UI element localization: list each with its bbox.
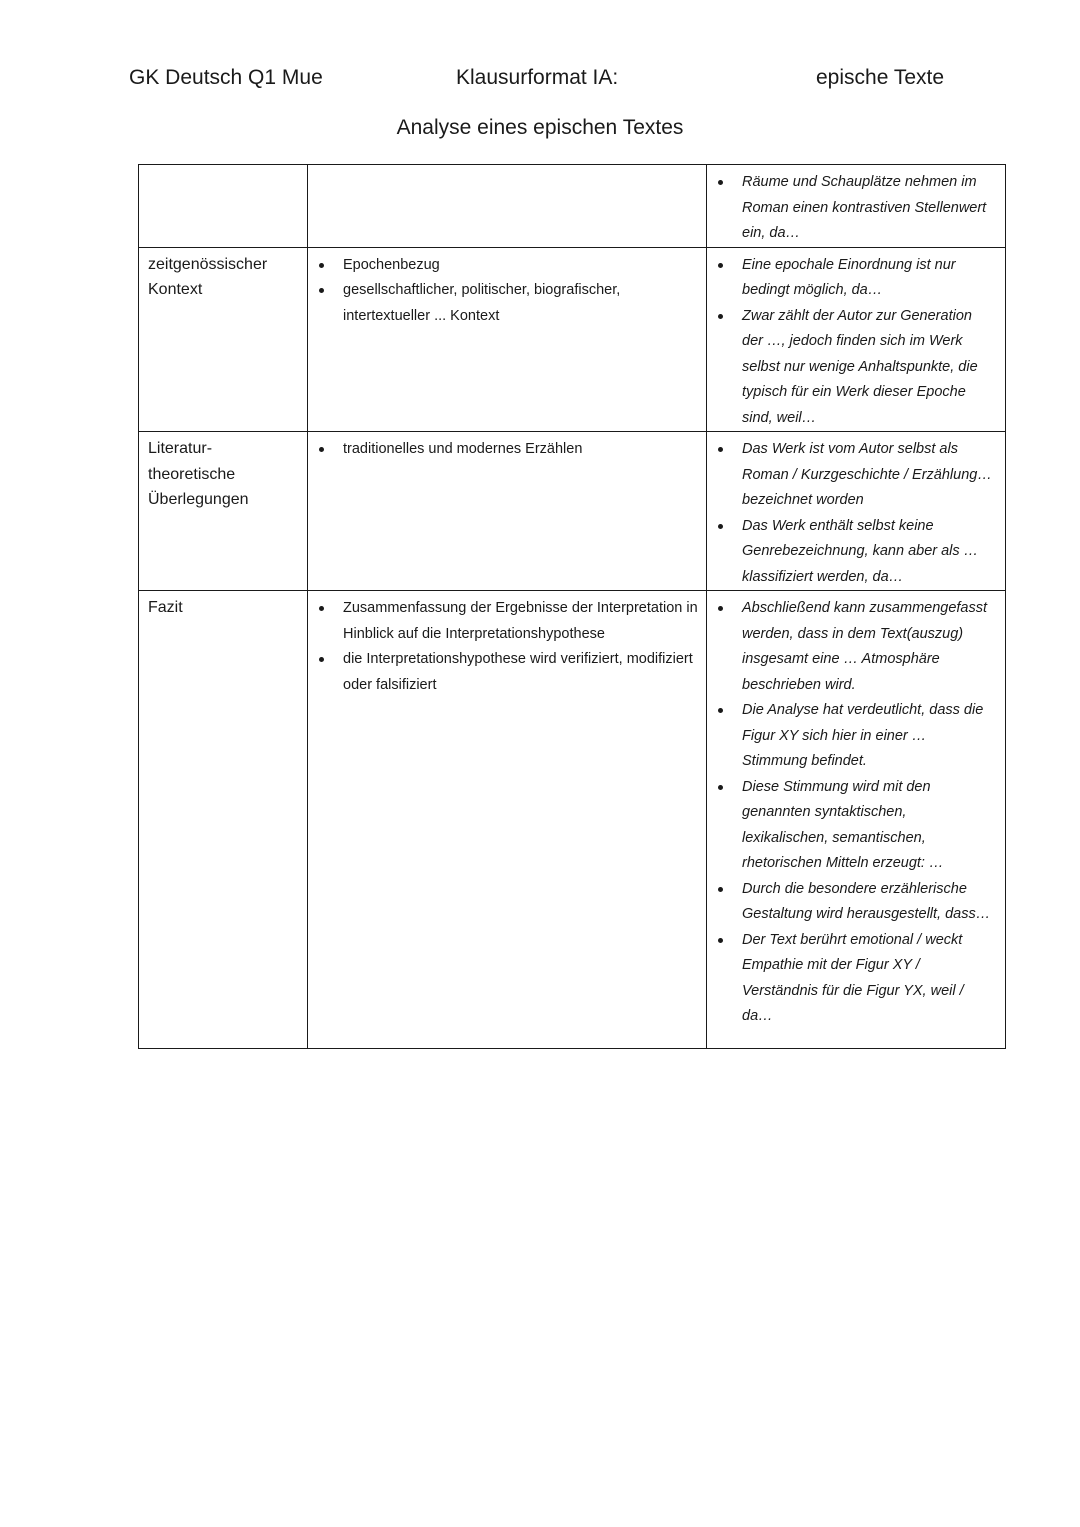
- criteria-list: [308, 432, 706, 463]
- phrases-list: [707, 248, 1005, 432]
- phrase-item: Diese Stimmung wird mit den genannten syntaktischen, lexikalischen, semantischen, rhetorischen Mitteln erzeugt: …: [707, 775, 1001, 877]
- criteria-item: gesellschaftlicher, politischer, biografischer, intertextueller ... Kontext: [308, 278, 702, 329]
- criteria-cell: [308, 247, 707, 432]
- criteria-item: Zusammenfassung der Ergebnisse der Interpretation in Hinblick auf die Interpretationshypothese: [308, 596, 702, 647]
- aspect-cell: [139, 165, 308, 248]
- criteria-item: Epochenbezug: [308, 253, 702, 279]
- criteria-list: [308, 248, 706, 330]
- aspect-cell: [139, 247, 308, 432]
- phrase-item: Zwar zählt der Autor zur Generation der …, jedoch finden sich im Werk selbst nur wenige Anhaltspunkte, die typisch für ein Werk dieser Epoche sind, weil…: [707, 304, 1001, 432]
- criteria-item: traditionelles und modernes Erzählen: [308, 437, 702, 463]
- header-exam-format: Klausurformat IA:: [456, 66, 619, 89]
- phrase-item: Die Analyse hat verdeutlicht, dass die Figur XY sich hier in einer … Stimmung befindet.: [707, 698, 1001, 775]
- aspect-cell: [139, 432, 308, 591]
- page-title: Analyse eines epischen Textes: [396, 116, 684, 139]
- phrases-list: [707, 432, 1005, 590]
- table-row: [139, 432, 1006, 591]
- phrases-cell: [707, 591, 1006, 1049]
- aspect-label: Fazit: [148, 599, 183, 616]
- phrase-item: Das Werk ist vom Autor selbst als Roman / Kurzgeschichte / Erzählung… bezeichnet worden: [707, 437, 1001, 514]
- table-row: [139, 247, 1006, 432]
- phrases-cell: [707, 247, 1006, 432]
- phrases-list: [707, 165, 1005, 247]
- phrases-list: [707, 591, 1005, 1030]
- phrase-item: Das Werk enthält selbst keine Genrebezeichnung, kann aber als … klassifiziert werden, da…: [707, 514, 1001, 591]
- header-course: GK Deutsch Q1 Mue: [129, 66, 323, 89]
- header-topic: epische Texte: [816, 66, 945, 89]
- phrases-cell: [707, 165, 1006, 248]
- criteria-cell: [308, 591, 707, 1049]
- table-row: [139, 165, 1006, 248]
- phrase-item: Eine epochale Einordnung ist nur bedingt möglich, da…: [707, 253, 1001, 304]
- phrase-item: Durch die besondere erzählerische Gestaltung wird herausgestellt, dass…: [707, 877, 1001, 928]
- aspect-label: zeitgenössischer Kontext: [148, 255, 268, 298]
- phrase-item: Räume und Schauplätze nehmen im Roman einen kontrastiven Stellenwert ein, da…: [707, 170, 1001, 247]
- criteria-list: [308, 591, 706, 698]
- phrase-item: Der Text berührt emotional / weckt Empathie mit der Figur XY / Verständnis für die Figur YX, weil / da…: [707, 928, 1001, 1030]
- analysis-table: [138, 164, 1006, 1049]
- criteria-cell: [308, 432, 707, 591]
- aspect-label: Literatur-theoretische Überlegungen: [148, 440, 249, 508]
- phrase-item: Abschließend kann zusammengefasst werden, dass in dem Text(auszug) insgesamt eine … Atmosphäre beschrieben wird.: [707, 596, 1001, 698]
- criteria-cell: [308, 165, 707, 248]
- aspect-cell: [139, 591, 308, 1049]
- table-row: [139, 591, 1006, 1049]
- criteria-item: die Interpretationshypothese wird verifiziert, modifiziert oder falsifiziert: [308, 647, 702, 698]
- phrases-cell: [707, 432, 1006, 591]
- aspect-label: [139, 165, 307, 169]
